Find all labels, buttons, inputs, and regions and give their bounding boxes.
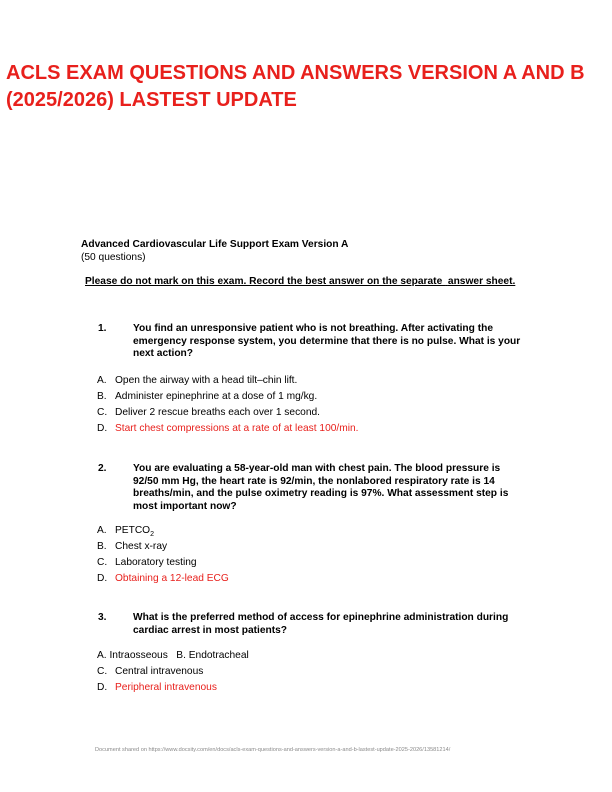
footer-source-link[interactable]: Document shared on https://www.docsity.com/en/docs/acls-exam-questions-and-answers-version-a-and-b-lastest-update-2025-2026/13581214/ <box>95 747 451 753</box>
question-2-line: 92/50 mm Hg, the heart rate is 92/min, the nonlabored respiratory rate is 14 <box>133 475 495 487</box>
question-2-line: most important now? <box>133 500 237 512</box>
document-title-line-2: (2025/2026) LASTEST UPDATE <box>6 89 297 111</box>
question-1-option-a: A. Open the airway with a head tilt–chin lift. <box>97 375 298 386</box>
question-1-option-c: C. Deliver 2 rescue breaths each over 1 second. <box>97 407 320 418</box>
question-count: (50 questions) <box>81 252 146 263</box>
question-3-option-c: C. Central intravenous <box>97 666 204 677</box>
question-1-option-b: B. Administer epinephrine at a dose of 1 mg/kg. <box>97 391 318 402</box>
question-1-line: next action? <box>133 348 194 359</box>
question-2-text <box>133 463 533 513</box>
question-1-text <box>133 323 533 361</box>
question-1-line: You find an unresponsive patient who is not breathing. After activating the <box>133 323 493 334</box>
exam-name: Advanced Cardiovascular Life Support Exam Version A <box>81 239 349 250</box>
question-2-option-b: B. Chest x-ray <box>97 541 168 552</box>
question-3-line: What is the preferred method of access for epinephrine administration during <box>133 612 509 623</box>
question-2-option-a: A. $PETCO_2$ <box>97 525 155 539</box>
exam-instruction <box>85 275 515 288</box>
question-3-option-d-correct: D. Peripheral intravenous <box>97 682 217 693</box>
question-3-text <box>133 612 533 637</box>
question-2-line: You are evaluating a 58-year-old man with chest pain. The blood pressure is <box>133 463 501 474</box>
question-2-number: 2. <box>98 463 107 474</box>
document-title-line-1: ACLS EXAM QUESTIONS AND ANSWERS VERSION A AND B <box>6 62 585 84</box>
question-3-line: cardiac arrest in most patients? <box>133 624 287 636</box>
question-3-options-a-b: A. Intraosseous B. Endotracheal <box>97 650 249 661</box>
question-2-line: breaths/min, and the pulse oximetry reading is 97%. What assessment step is <box>133 488 509 499</box>
question-2-option-c: C. Laboratory testing <box>97 557 197 568</box>
instruction-tail: answer sheet. <box>447 276 516 287</box>
instruction-main: Please do not mark on this exam. Record the best answer on the separate <box>85 276 446 287</box>
question-1-number: 1. <box>98 323 107 334</box>
question-2-option-d-correct: D. Obtaining a 12-lead ECG <box>97 573 229 584</box>
question-3-number: 3. <box>98 612 107 623</box>
question-1-line: emergency response system, you determine that there is no pulse. What is your <box>133 335 521 347</box>
question-1-option-d-correct: D. Start chest compressions at a rate of at least 100/min. <box>97 423 359 434</box>
